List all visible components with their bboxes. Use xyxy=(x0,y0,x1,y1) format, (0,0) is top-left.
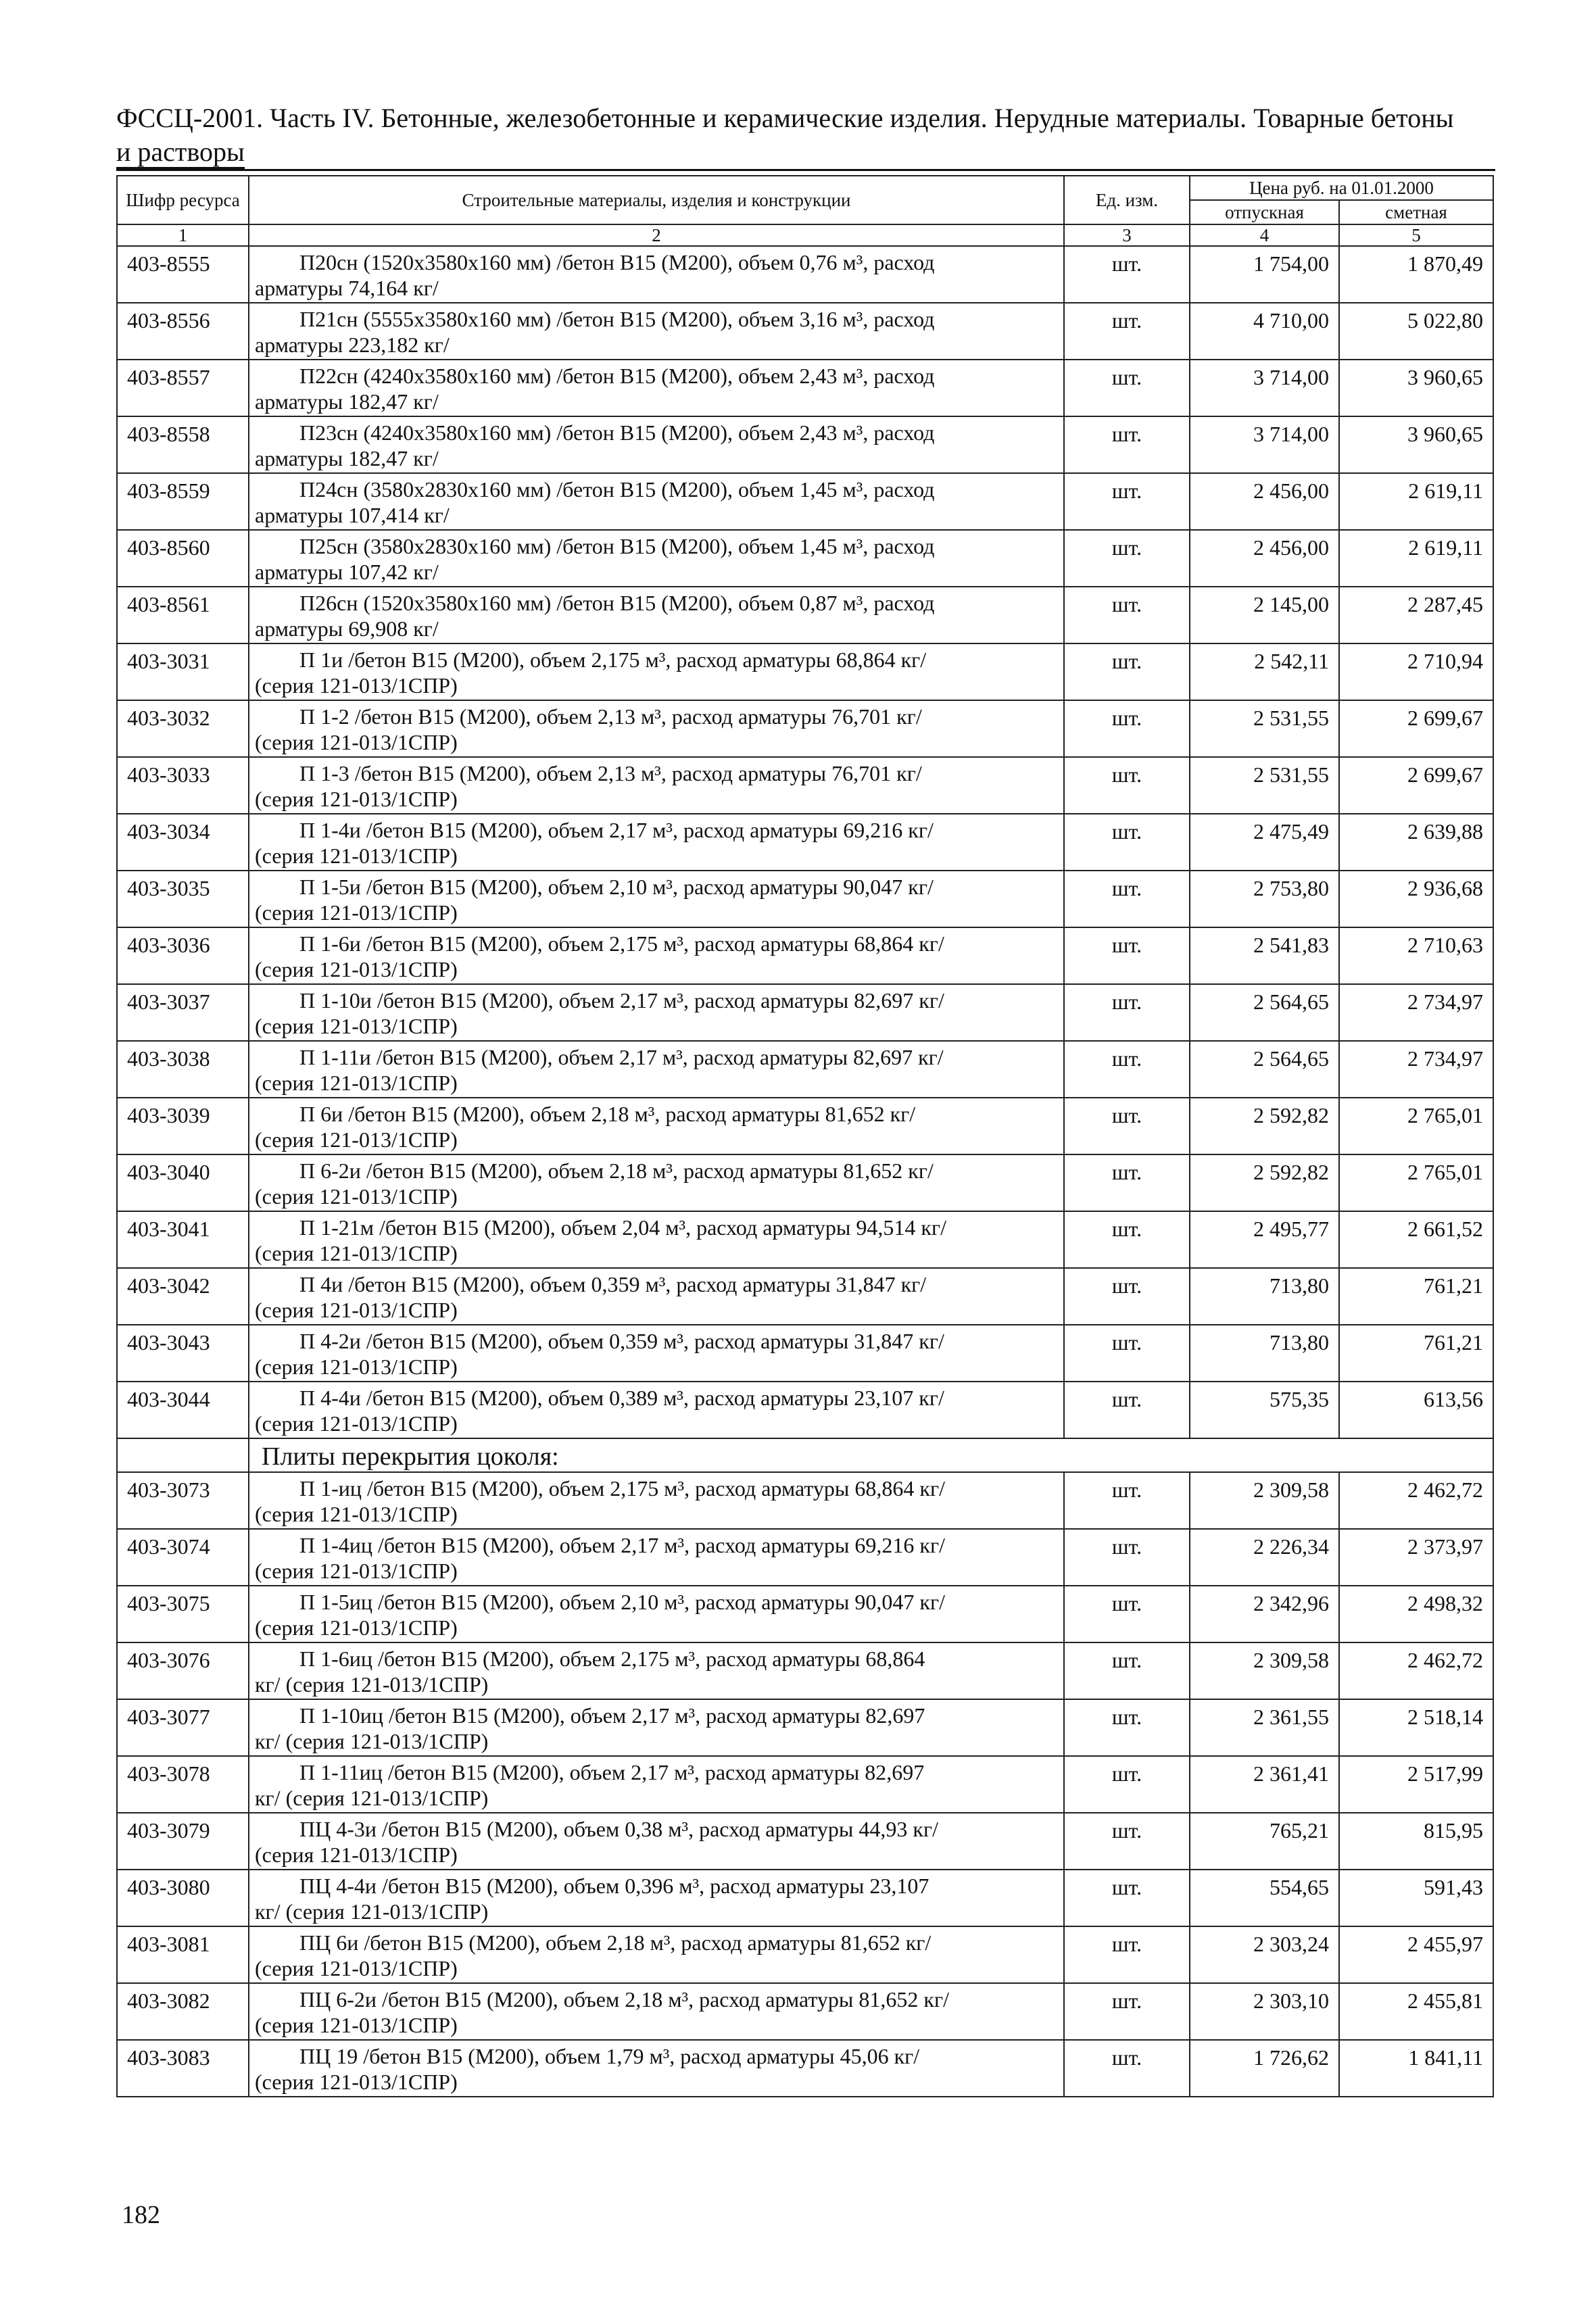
resource-code: 403-3080 xyxy=(117,1870,249,1926)
description-line2: (серия 121-013/1СПР) xyxy=(255,1127,458,1152)
unit-cell: шт. xyxy=(1064,1472,1190,1529)
table-row xyxy=(117,1529,1493,1586)
description-line1: ПЦ 6-2и /бетон В15 (М200), объем 2,18 м³, расход арматуры 81,652 кг/ xyxy=(299,1987,949,2012)
release-price: 2 456,00 xyxy=(1190,473,1339,530)
description-line1: П22сн (4240х3580х160 мм) /бетон В15 (М200), объем 2,43 м³, расход xyxy=(299,364,935,388)
estimate-price: 5 022,80 xyxy=(1339,303,1493,360)
estimate-price: 1 870,49 xyxy=(1339,246,1493,303)
table-row xyxy=(117,814,1493,871)
description-line1: П 1-3 /бетон В15 (М200), объем 2,13 м³, расход арматуры 76,701 кг/ xyxy=(299,761,922,785)
unit-cell: шт. xyxy=(1064,1756,1190,1813)
table-row xyxy=(117,1586,1493,1642)
item-description xyxy=(249,1472,1064,1529)
description-line1: П 1-5и /бетон В15 (М200), объем 2,10 м³, расход арматуры 90,047 кг/ xyxy=(299,875,934,899)
item-description xyxy=(249,757,1064,814)
description-line2: (серия 121-013/1СПР) xyxy=(255,787,458,811)
estimate-price: 2 455,81 xyxy=(1339,1983,1493,2040)
description-line2: (серия 121-013/1СПР) xyxy=(255,730,458,754)
description-line2: (серия 121-013/1СПР) xyxy=(255,1956,458,1980)
table-row xyxy=(117,1983,1493,2040)
estimate-price: 2 462,72 xyxy=(1339,1642,1493,1699)
estimate-price: 2 373,97 xyxy=(1339,1529,1493,1586)
column-number: 4 xyxy=(1190,224,1339,246)
estimate-price: 2 936,68 xyxy=(1339,871,1493,927)
resource-code: 403-3033 xyxy=(117,757,249,814)
resource-code: 403-8557 xyxy=(117,360,249,416)
unit-cell: шт. xyxy=(1064,1529,1190,1586)
estimate-price: 2 462,72 xyxy=(1339,1472,1493,1529)
release-price: 2 542,11 xyxy=(1190,643,1339,700)
description-line1: П 6и /бетон В15 (М200), объем 2,18 м³, расход арматуры 81,652 кг/ xyxy=(299,1102,916,1126)
resource-code: 403-3081 xyxy=(117,1926,249,1983)
estimate-price: 761,21 xyxy=(1339,1325,1493,1382)
unit-cell: шт. xyxy=(1064,530,1190,587)
description-line2: (серия 121-013/1СПР) xyxy=(255,2013,458,2037)
table-row xyxy=(117,643,1493,700)
description-line2: (серия 121-013/1СПР) xyxy=(255,1184,458,1209)
estimate-price: 2 287,45 xyxy=(1339,587,1493,643)
unit-cell: шт. xyxy=(1064,360,1190,416)
release-price: 2 226,34 xyxy=(1190,1529,1339,1586)
header-price-release: отпускная xyxy=(1190,200,1339,224)
release-price: 2 592,82 xyxy=(1190,1154,1339,1211)
header-price-estimate: сметная xyxy=(1339,200,1493,224)
estimate-price: 2 710,94 xyxy=(1339,643,1493,700)
resource-code: 403-3076 xyxy=(117,1642,249,1699)
table-row xyxy=(117,1699,1493,1756)
unit-cell: шт. xyxy=(1064,814,1190,871)
resource-code: 403-3041 xyxy=(117,1211,249,1268)
description-line2: (серия 121-013/1СПР) xyxy=(255,900,458,925)
description-line1: П21сн (5555х3580х160 мм) /бетон В15 (М200), объем 3,16 м³, расход xyxy=(299,307,935,331)
description-line1: П25сн (3580х2830х160 мм) /бетон В15 (М200), объем 1,45 м³, расход xyxy=(299,534,935,558)
table-row xyxy=(117,360,1493,416)
description-line1: П24сн (3580х2830х160 мм) /бетон В15 (М200), объем 1,45 м³, расход xyxy=(299,477,935,502)
item-description xyxy=(249,1154,1064,1211)
table-row xyxy=(117,303,1493,360)
release-price: 2 309,58 xyxy=(1190,1472,1339,1529)
description-line2: арматуры 69,908 кг/ xyxy=(255,616,439,641)
header-title-line1: ФССЦ-2001. Часть IV. Бетонные, железобетонные и керамические изделия. Нерудные материалы. Товарные бетоны xyxy=(116,103,1454,133)
description-line2: (серия 121-013/1СПР) xyxy=(255,1615,458,1640)
item-description xyxy=(249,587,1064,643)
release-price: 2 145,00 xyxy=(1190,587,1339,643)
page-number: 182 xyxy=(122,2201,160,2229)
description-line2: (серия 121-013/1СПР) xyxy=(255,2070,458,2094)
item-description xyxy=(249,1586,1064,1642)
resource-code: 403-3031 xyxy=(117,643,249,700)
table-row xyxy=(117,2040,1493,2097)
description-line1: ПЦ 19 /бетон В15 (М200), объем 1,79 м³, расход арматуры 45,06 кг/ xyxy=(299,2044,920,2068)
description-line2: кг/ (серия 121-013/1СПР) xyxy=(255,1786,489,1810)
resource-code: 403-3036 xyxy=(117,927,249,984)
description-line1: П 1-6и /бетон В15 (М200), объем 2,175 м³, расход арматуры 68,864 кг/ xyxy=(299,931,944,956)
release-price: 2 753,80 xyxy=(1190,871,1339,927)
release-price: 2 342,96 xyxy=(1190,1586,1339,1642)
estimate-price: 2 639,88 xyxy=(1339,814,1493,871)
unit-cell: шт. xyxy=(1064,1268,1190,1325)
item-description xyxy=(249,1325,1064,1382)
unit-cell: шт. xyxy=(1064,1382,1190,1438)
resource-code: 403-3082 xyxy=(117,1983,249,2040)
release-price: 2 564,65 xyxy=(1190,984,1339,1041)
description-line1: П 4и /бетон В15 (М200), объем 0,359 м³, расход арматуры 31,847 кг/ xyxy=(299,1272,927,1296)
estimate-price: 591,43 xyxy=(1339,1870,1493,1926)
unit-cell: шт. xyxy=(1064,303,1190,360)
description-line2: кг/ (серия 121-013/1СПР) xyxy=(255,1729,489,1753)
description-line1: П 1-11и /бетон В15 (М200), объем 2,17 м³, расход арматуры 82,697 кг/ xyxy=(299,1045,944,1069)
item-description xyxy=(249,871,1064,927)
table-row xyxy=(117,1041,1493,1098)
item-description xyxy=(249,246,1064,303)
unit-cell: шт. xyxy=(1064,587,1190,643)
release-price: 2 531,55 xyxy=(1190,700,1339,757)
description-line2: (серия 121-013/1СПР) xyxy=(255,1241,458,1265)
description-line1: П 4-4и /бетон В15 (М200), объем 0,389 м³, расход арматуры 23,107 кг/ xyxy=(299,1386,944,1410)
unit-cell: шт. xyxy=(1064,1699,1190,1756)
release-price: 2 592,82 xyxy=(1190,1098,1339,1154)
estimate-price: 3 960,65 xyxy=(1339,360,1493,416)
estimate-price: 2 734,97 xyxy=(1339,1041,1493,1098)
table-row xyxy=(117,1325,1493,1382)
unit-cell: шт. xyxy=(1064,416,1190,473)
unit-cell: шт. xyxy=(1064,1813,1190,1870)
description-line1: П20сн (1520х3580х160 мм) /бетон В15 (М200), объем 0,76 м³, расход xyxy=(299,250,935,274)
item-description xyxy=(249,1756,1064,1813)
header-price-group: Цена руб. на 01.01.2000 xyxy=(1190,176,1493,200)
estimate-price: 2 734,97 xyxy=(1339,984,1493,1041)
item-description xyxy=(249,1813,1064,1870)
item-description xyxy=(249,814,1064,871)
table-row xyxy=(117,871,1493,927)
unit-cell: шт. xyxy=(1064,757,1190,814)
item-description xyxy=(249,700,1064,757)
table-row xyxy=(117,416,1493,473)
unit-cell: шт. xyxy=(1064,1098,1190,1154)
unit-cell: шт. xyxy=(1064,473,1190,530)
resource-code: 403-3037 xyxy=(117,984,249,1041)
estimate-price: 2 455,97 xyxy=(1339,1926,1493,1983)
item-description xyxy=(249,416,1064,473)
description-line1: П 1-иц /бетон В15 (М200), объем 2,175 м³, расход арматуры 68,864 кг/ xyxy=(299,1476,945,1501)
item-description xyxy=(249,1382,1064,1438)
item-description xyxy=(249,643,1064,700)
release-price: 2 303,24 xyxy=(1190,1926,1339,1983)
release-price: 713,80 xyxy=(1190,1268,1339,1325)
unit-cell: шт. xyxy=(1064,246,1190,303)
estimate-price: 2 517,99 xyxy=(1339,1756,1493,1813)
description-line2: арматуры 74,164 кг/ xyxy=(255,276,439,300)
unit-cell: шт. xyxy=(1064,1642,1190,1699)
estimate-price: 2 765,01 xyxy=(1339,1154,1493,1211)
resource-code: 403-3079 xyxy=(117,1813,249,1870)
description-line1: П 4-2и /бетон В15 (М200), объем 0,359 м³, расход арматуры 31,847 кг/ xyxy=(299,1329,944,1353)
description-line2: (серия 121-013/1СПР) xyxy=(255,1355,458,1379)
section-code-cell xyxy=(117,1438,249,1472)
description-line2: (серия 121-013/1СПР) xyxy=(255,844,458,868)
description-line2: арматуры 182,47 кг/ xyxy=(255,446,439,470)
release-price: 3 714,00 xyxy=(1190,416,1339,473)
release-price: 3 714,00 xyxy=(1190,360,1339,416)
estimate-price: 2 619,11 xyxy=(1339,530,1493,587)
item-description xyxy=(249,1870,1064,1926)
header-code: Шифр ресурса xyxy=(117,176,249,224)
description-line1: П23сн (4240х3580х160 мм) /бетон В15 (М200), объем 2,43 м³, расход xyxy=(299,420,935,445)
resource-code: 403-8556 xyxy=(117,303,249,360)
header-rule xyxy=(116,169,1495,171)
unit-cell: шт. xyxy=(1064,643,1190,700)
header-title-line2: и растворы xyxy=(116,137,245,169)
header-unit: Ед. изм. xyxy=(1064,176,1190,224)
description-line2: (серия 121-013/1СПР) xyxy=(255,673,458,698)
unit-cell: шт. xyxy=(1064,2040,1190,2097)
description-line2: (серия 121-013/1СПР) xyxy=(255,1014,458,1038)
resource-code: 403-3074 xyxy=(117,1529,249,1586)
table-row xyxy=(117,587,1493,643)
resource-code: 403-3073 xyxy=(117,1472,249,1529)
table-row xyxy=(117,1756,1493,1813)
release-price: 2 475,49 xyxy=(1190,814,1339,871)
resource-code: 403-8558 xyxy=(117,416,249,473)
resource-code: 403-8561 xyxy=(117,587,249,643)
resource-code: 403-3078 xyxy=(117,1756,249,1813)
table-row xyxy=(117,246,1493,303)
table-row xyxy=(117,700,1493,757)
estimate-price: 2 765,01 xyxy=(1339,1098,1493,1154)
unit-cell: шт. xyxy=(1064,871,1190,927)
release-price: 2 564,65 xyxy=(1190,1041,1339,1098)
estimate-price: 761,21 xyxy=(1339,1268,1493,1325)
description-line2: (серия 121-013/1СПР) xyxy=(255,1298,458,1322)
unit-cell: шт. xyxy=(1064,700,1190,757)
estimate-price: 3 960,65 xyxy=(1339,416,1493,473)
description-line2: кг/ (серия 121-013/1СПР) xyxy=(255,1899,489,1924)
table-row xyxy=(117,1098,1493,1154)
description-line2: кг/ (серия 121-013/1СПР) xyxy=(255,1672,489,1697)
description-line2: (серия 121-013/1СПР) xyxy=(255,1071,458,1095)
item-description xyxy=(249,303,1064,360)
description-line1: П 1и /бетон В15 (М200), объем 2,175 м³, расход арматуры 68,864 кг/ xyxy=(299,648,927,672)
resource-code: 403-8559 xyxy=(117,473,249,530)
estimate-price: 2 518,14 xyxy=(1339,1699,1493,1756)
item-description xyxy=(249,2040,1064,2097)
resource-code: 403-3032 xyxy=(117,700,249,757)
unit-cell: шт. xyxy=(1064,1926,1190,1983)
estimate-price: 2 710,63 xyxy=(1339,927,1493,984)
table-row xyxy=(117,757,1493,814)
description-line1: П 6-2и /бетон В15 (М200), объем 2,18 м³, расход арматуры 81,652 кг/ xyxy=(299,1159,934,1183)
resource-code: 403-3075 xyxy=(117,1586,249,1642)
unit-cell: шт. xyxy=(1064,1211,1190,1268)
item-description xyxy=(249,1642,1064,1699)
unit-cell: шт. xyxy=(1064,984,1190,1041)
release-price: 2 531,55 xyxy=(1190,757,1339,814)
table-row xyxy=(117,984,1493,1041)
unit-cell: шт. xyxy=(1064,1325,1190,1382)
resource-code: 403-3043 xyxy=(117,1325,249,1382)
description-line2: арматуры 107,42 кг/ xyxy=(255,560,439,584)
estimate-price: 2 498,32 xyxy=(1339,1586,1493,1642)
resource-code: 403-8555 xyxy=(117,246,249,303)
column-number: 5 xyxy=(1339,224,1493,246)
description-line1: ПЦ 4-3и /бетон В15 (М200), объем 0,38 м³, расход арматуры 44,93 кг/ xyxy=(299,1817,938,1841)
description-line1: П 1-4и /бетон В15 (М200), объем 2,17 м³, расход арматуры 69,216 кг/ xyxy=(299,818,934,842)
item-description xyxy=(249,984,1064,1041)
description-line2: (серия 121-013/1СПР) xyxy=(255,1502,458,1526)
item-description xyxy=(249,360,1064,416)
description-line2: арматуры 182,47 кг/ xyxy=(255,389,439,414)
release-price: 554,65 xyxy=(1190,1870,1339,1926)
release-price: 2 309,58 xyxy=(1190,1642,1339,1699)
release-price: 2 303,10 xyxy=(1190,1983,1339,2040)
description-line1: П 1-5иц /бетон В15 (М200), объем 2,10 м³, расход арматуры 90,047 кг/ xyxy=(299,1590,945,1614)
table-row xyxy=(117,1382,1493,1438)
unit-cell: шт. xyxy=(1064,927,1190,984)
resource-code: 403-3039 xyxy=(117,1098,249,1154)
release-price: 2 361,55 xyxy=(1190,1699,1339,1756)
unit-cell: шт. xyxy=(1064,1870,1190,1926)
description-line1: П26сн (1520х3580х160 мм) /бетон В15 (М200), объем 0,87 м³, расход xyxy=(299,591,935,615)
item-description xyxy=(249,1529,1064,1586)
column-number: 3 xyxy=(1064,224,1190,246)
price-table xyxy=(116,175,1494,2097)
item-description xyxy=(249,927,1064,984)
item-description xyxy=(249,1926,1064,1983)
release-price: 4 710,00 xyxy=(1190,303,1339,360)
description-line1: П 1-4иц /бетон В15 (М200), объем 2,17 м³, расход арматуры 69,216 кг/ xyxy=(299,1533,945,1557)
section-row xyxy=(117,1438,1493,1472)
release-price: 2 456,00 xyxy=(1190,530,1339,587)
table-row xyxy=(117,1926,1493,1983)
release-price: 2 495,77 xyxy=(1190,1211,1339,1268)
resource-code: 403-3044 xyxy=(117,1382,249,1438)
release-price: 765,21 xyxy=(1190,1813,1339,1870)
description-line1: ПЦ 4-4и /бетон В15 (М200), объем 0,396 м³, расход арматуры 23,107 xyxy=(299,1874,929,1898)
item-description xyxy=(249,1699,1064,1756)
resource-code: 403-3077 xyxy=(117,1699,249,1756)
item-description xyxy=(249,1983,1064,2040)
item-description xyxy=(249,1211,1064,1268)
header-name: Строительные материалы, изделия и конструкции xyxy=(249,176,1064,224)
table-row xyxy=(117,530,1493,587)
description-line2: (серия 121-013/1СПР) xyxy=(255,1843,458,1867)
resource-code: 403-3035 xyxy=(117,871,249,927)
release-price: 2 541,83 xyxy=(1190,927,1339,984)
estimate-price: 815,95 xyxy=(1339,1813,1493,1870)
item-description xyxy=(249,1041,1064,1098)
estimate-price: 613,56 xyxy=(1339,1382,1493,1438)
estimate-price: 2 699,67 xyxy=(1339,700,1493,757)
resource-code: 403-8560 xyxy=(117,530,249,587)
release-price: 2 361,41 xyxy=(1190,1756,1339,1813)
table-row xyxy=(117,927,1493,984)
table-row xyxy=(117,1211,1493,1268)
estimate-price: 1 841,11 xyxy=(1339,2040,1493,2097)
description-line2: (серия 121-013/1СПР) xyxy=(255,1559,458,1583)
release-price: 1 726,62 xyxy=(1190,2040,1339,2097)
table-row xyxy=(117,1472,1493,1529)
section-title: Плиты перекрытия цоколя: xyxy=(249,1438,1493,1472)
unit-cell: шт. xyxy=(1064,1041,1190,1098)
description-line2: арматуры 223,182 кг/ xyxy=(255,333,450,357)
table-row xyxy=(117,1642,1493,1699)
estimate-price: 2 699,67 xyxy=(1339,757,1493,814)
description-line1: П 1-10иц /бетон В15 (М200), объем 2,17 м³, расход арматуры 82,697 xyxy=(299,1703,925,1728)
table-row xyxy=(117,473,1493,530)
table-row xyxy=(117,1154,1493,1211)
column-numbers-row xyxy=(117,224,1493,246)
description-line2: (серия 121-013/1СПР) xyxy=(255,957,458,981)
description-line1: П 1-6иц /бетон В15 (М200), объем 2,175 м³, расход арматуры 68,864 xyxy=(299,1647,925,1671)
resource-code: 403-3040 xyxy=(117,1154,249,1211)
description-line1: П 1-2 /бетон В15 (М200), объем 2,13 м³, расход арматуры 76,701 кг/ xyxy=(299,704,922,729)
page-header xyxy=(116,101,1495,169)
table-row xyxy=(117,1813,1493,1870)
unit-cell: шт. xyxy=(1064,1983,1190,2040)
description-line1: П 1-11иц /бетон В15 (М200), объем 2,17 м³, расход арматуры 82,697 xyxy=(299,1760,925,1784)
release-price: 713,80 xyxy=(1190,1325,1339,1382)
description-line2: (серия 121-013/1СПР) xyxy=(255,1411,458,1436)
unit-cell: шт. xyxy=(1064,1586,1190,1642)
resource-code: 403-3042 xyxy=(117,1268,249,1325)
table-row xyxy=(117,1870,1493,1926)
item-description xyxy=(249,473,1064,530)
description-line1: ПЦ 6и /бетон В15 (М200), объем 2,18 м³, расход арматуры 81,652 кг/ xyxy=(299,1930,932,1955)
table-body xyxy=(117,246,1493,2097)
table-row xyxy=(117,1268,1493,1325)
column-number: 1 xyxy=(117,224,249,246)
description-line2: арматуры 107,414 кг/ xyxy=(255,503,450,527)
item-description xyxy=(249,530,1064,587)
description-line1: П 1-21м /бетон В15 (М200), объем 2,04 м³, расход арматуры 94,514 кг/ xyxy=(299,1215,946,1240)
release-price: 575,35 xyxy=(1190,1382,1339,1438)
estimate-price: 2 619,11 xyxy=(1339,473,1493,530)
description-line1: П 1-10и /бетон В15 (М200), объем 2,17 м³, расход арматуры 82,697 кг/ xyxy=(299,988,944,1013)
resource-code: 403-3083 xyxy=(117,2040,249,2097)
item-description xyxy=(249,1268,1064,1325)
item-description xyxy=(249,1098,1064,1154)
release-price: 1 754,00 xyxy=(1190,246,1339,303)
resource-code: 403-3038 xyxy=(117,1041,249,1098)
column-number: 2 xyxy=(249,224,1064,246)
estimate-price: 2 661,52 xyxy=(1339,1211,1493,1268)
resource-code: 403-3034 xyxy=(117,814,249,871)
unit-cell: шт. xyxy=(1064,1154,1190,1211)
